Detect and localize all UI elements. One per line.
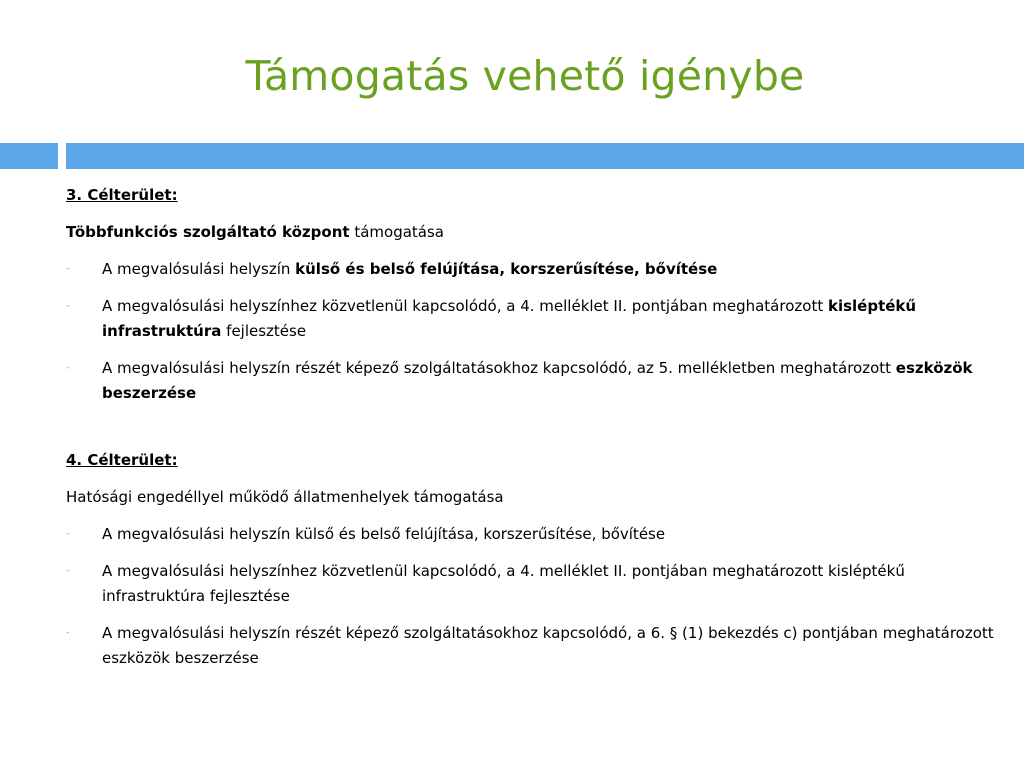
section-gap xyxy=(66,418,996,448)
bullet-text: A megvalósulási helyszín részét képező szolgáltatásokhoz kapcsolódó, az 5. mellékletben meghatározott xyxy=(102,359,896,377)
bullet-marker: - xyxy=(66,301,70,311)
bullet-marker: - xyxy=(66,566,70,576)
section-4-heading: 4. Célterület: xyxy=(66,451,178,469)
section-3-subtitle-rest: támogatása xyxy=(349,223,444,241)
section-4-subtitle: Hatósági engedéllyel működő állatmenhelyek támogatása xyxy=(66,488,504,506)
bullet-text-bold: kisléptékű infrastruktúra xyxy=(102,297,917,340)
accent-band-left xyxy=(0,143,58,169)
bullet-text-bold: eszközök beszerzése xyxy=(102,359,973,402)
bullet-text: fejlesztése xyxy=(221,322,307,340)
bullet-text: A megvalósulási helyszín külső és belső felújítása, korszerűsítése, bővítése xyxy=(102,525,666,543)
slide-body xyxy=(66,183,996,683)
bullet-text: A megvalósulási helyszínhez közvetlenül kapcsolódó, a 4. melléklet II. pontjában meghatározott kisléptékű infrastruktúra fejlesztése xyxy=(102,562,905,605)
section-3-bullet xyxy=(66,294,996,344)
bullet-text: A megvalósulási helyszínhez közvetlenül kapcsolódó, a 4. melléklet II. pontjában meghatározott xyxy=(102,297,828,315)
slide-title: Támogatás vehető igénybe xyxy=(245,52,805,100)
section-3-subtitle-bold: Többfunkciós szolgáltató központ xyxy=(66,223,350,241)
bullet-marker: - xyxy=(66,529,70,539)
bullet-marker: - xyxy=(66,264,70,274)
section-3-heading: 3. Célterület: xyxy=(66,186,178,204)
section-4-bullet xyxy=(66,522,996,547)
section-3-bullet xyxy=(66,257,996,282)
section-4-bullet xyxy=(66,559,996,609)
section-3-bullet xyxy=(66,356,996,406)
bullet-text: A megvalósulási helyszín részét képező szolgáltatásokhoz kapcsolódó, a 6. § (1) bekezdés c) pontjában meghatározott eszközök beszerzése xyxy=(102,624,994,667)
bullet-marker: - xyxy=(66,628,70,638)
bullet-text-bold: külső és belső felújítása, korszerűsítése, bővítése xyxy=(295,260,718,278)
section-4-bullet xyxy=(66,621,996,671)
bullet-marker: - xyxy=(66,363,70,373)
bullet-text: A megvalósulási helyszín xyxy=(102,260,296,278)
section-3-subtitle xyxy=(66,220,996,245)
accent-band-right xyxy=(66,143,1024,169)
